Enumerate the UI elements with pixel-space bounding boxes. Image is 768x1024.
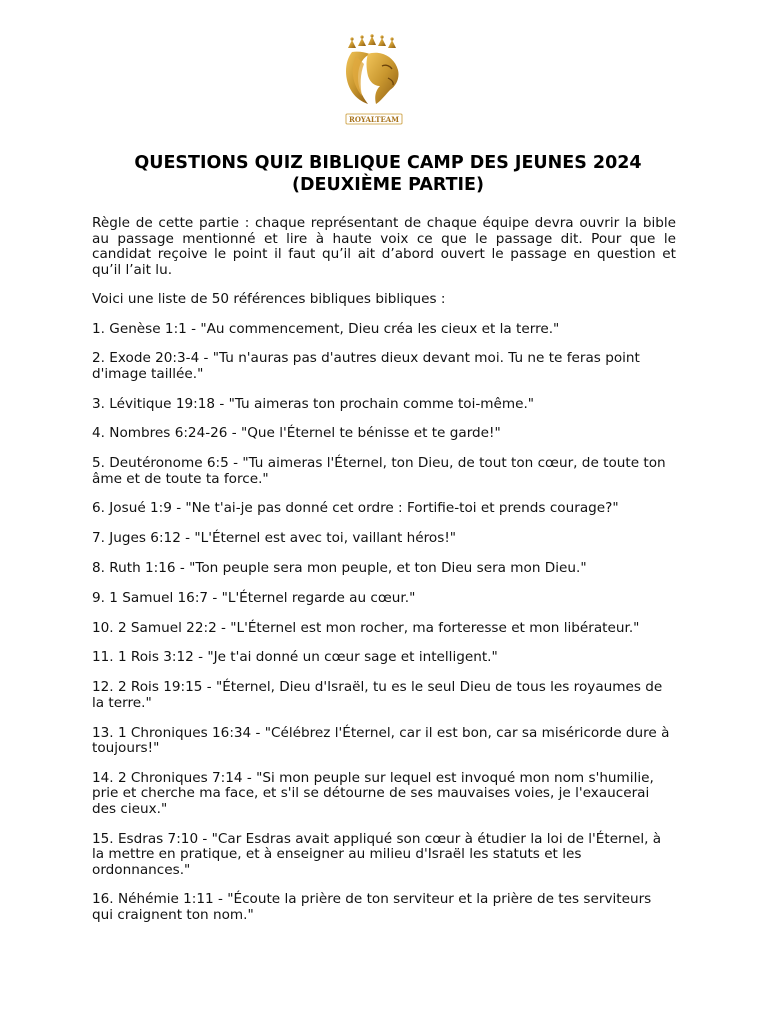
list-item: 9. 1 Samuel 16:7 - "L'Éternel regarde au cœur." xyxy=(92,589,416,606)
rule-paragraph: Règle de cette partie : chaque représentant de chaque équipe devra ouvrir la bible au passage mentionné et lire à haute voix ce que le passage dit. Pour que le candidat reçoive le point il faut qu’il ait d’abord ouvert le passage en question et qu’il l’ait lu. xyxy=(92,215,676,278)
document-body xyxy=(92,216,676,938)
list-item: 1. Genèse 1:1 - "Au commencement, Dieu créa les cieux et la terre." xyxy=(92,320,560,337)
page-title xyxy=(92,152,684,196)
list-item: 5. Deutéronome 6:5 - "Tu aimeras l'Éternel, ton Dieu, de tout ton cœur, de toute ton âme et de toute ta force." xyxy=(92,455,666,487)
list-item: 3. Lévitique 19:18 - "Tu aimeras ton prochain comme toi-même." xyxy=(92,395,535,412)
title-line-1: QUESTIONS QUIZ BIBLIQUE CAMP DES JEUNES 2024 xyxy=(134,153,642,173)
reference-list xyxy=(92,322,676,924)
list-item: 8. Ruth 1:16 - "Ton peuple sera mon peuple, et ton Dieu sera mon Dieu." xyxy=(92,560,587,577)
list-item: 12. 2 Rois 19:15 - "Éternel, Dieu d'Israël, tu es le seul Dieu de tous les royaumes de la terre." xyxy=(92,679,663,711)
list-item: 15. Esdras 7:10 - "Car Esdras avait appliqué son cœur à étudier la loi de l'Éternel, à la mettre en pratique, et à enseigner au milieu d'Israël les statuts et les ordonnances." xyxy=(92,830,662,878)
list-item: 2. Exode 20:3-4 - "Tu n'auras pas d'autres dieux devant moi. Tu ne te feras point d'image taillée." xyxy=(92,350,640,382)
list-item: 14. 2 Chroniques 7:14 - "Si mon peuple sur lequel est invoqué mon nom s'humilie, prie et cherche ma face, et s'il se détourne de ses mauvaises voies, je l'exaucerai des cieux." xyxy=(92,769,654,817)
list-item: 10. 2 Samuel 22:2 - "L'Éternel est mon rocher, ma forteresse et mon libérateur." xyxy=(92,619,640,636)
list-item: 7. Juges 6:12 - "L'Éternel est avec toi, vaillant héros!" xyxy=(92,530,457,547)
royalteam-logo xyxy=(338,34,410,130)
list-item: 13. 1 Chroniques 16:34 - "Célébrez l'Éternel, car il est bon, car sa miséricorde dure à toujours!" xyxy=(92,724,670,757)
title-line-2: (DEUXIÈME PARTIE) xyxy=(292,175,484,195)
list-item: 16. Néhémie 1:11 - "Écoute la prière de ton serviteur et la prière de tes serviteurs qui craignent ton nom." xyxy=(92,891,652,923)
crowned-lion-logo-icon xyxy=(338,34,410,130)
list-item: 6. Josué 1:9 - "Ne t'ai-je pas donné cet ordre : Fortifie-toi et prends courage?" xyxy=(92,500,619,517)
intro-paragraph: Voici une liste de 50 références bibliques bibliques : xyxy=(92,291,446,307)
logo-brand-text: ROYALTEAM xyxy=(349,115,399,124)
list-item: 11. 1 Rois 3:12 - "Je t'ai donné un cœur sage et intelligent." xyxy=(92,649,498,666)
list-item: 4. Nombres 6:24-26 - "Que l'Éternel te bénisse et te garde!" xyxy=(92,425,501,442)
